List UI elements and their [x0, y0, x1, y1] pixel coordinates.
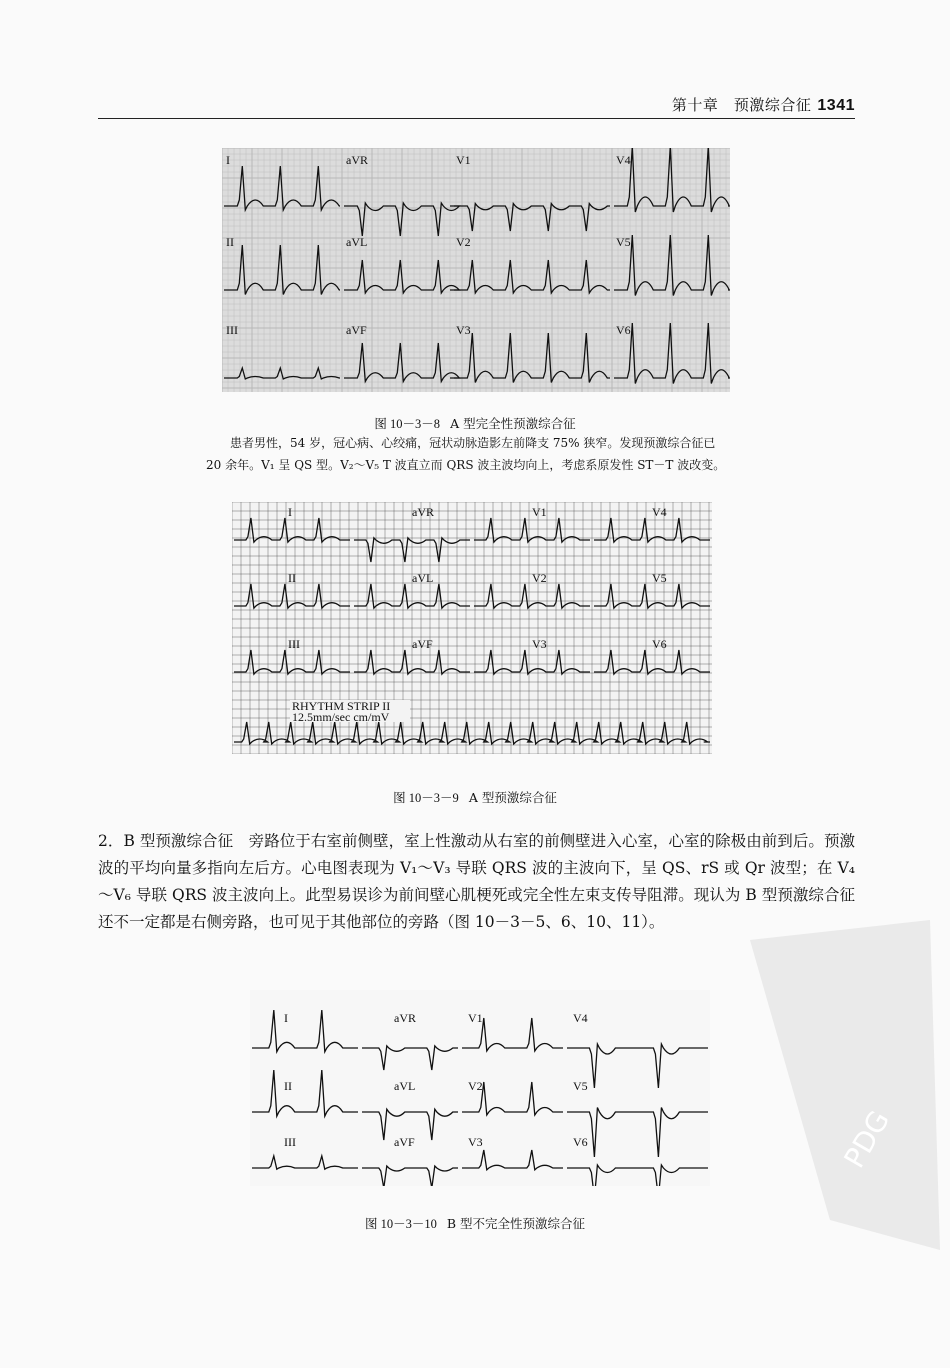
ecg-lead-trace-iii — [252, 1156, 358, 1169]
ecg-lead-trace-v5 — [567, 1108, 708, 1158]
watermark-text: PDG — [837, 1104, 897, 1174]
ecg-lead-trace-v6 — [594, 650, 710, 674]
lead-label-iii: III — [284, 1135, 296, 1149]
ecg-tracing-3 — [250, 990, 710, 1186]
lead-label-v1: V1 — [456, 153, 471, 167]
figure-caption-10-3-8 — [0, 414, 950, 432]
ecg-lead-trace-i — [234, 518, 350, 542]
watermark-seal — [710, 920, 940, 1250]
lead-label-ii: II — [288, 571, 296, 585]
ecg-lead-trace-i — [252, 1010, 358, 1052]
lead-label-v4: V4 — [652, 505, 667, 519]
ecg-lead-trace-ii — [234, 584, 350, 608]
ecg-lead-trace-avr — [362, 1046, 458, 1070]
lead-label-i: I — [288, 505, 292, 519]
lead-label-v2: V2 — [468, 1079, 483, 1093]
lead-label-avf: aVF — [394, 1135, 415, 1149]
lead-label-avr: aVR — [412, 505, 434, 519]
ecg-lead-trace-v4 — [594, 518, 710, 542]
lead-label-v4: V4 — [616, 153, 631, 167]
lead-label-v6: V6 — [616, 323, 631, 337]
ecg-lead-trace-v6 — [567, 1165, 708, 1186]
caption-number: 图 10－3－10 — [364, 1217, 437, 1231]
ecg-lead-trace-v1 — [474, 518, 590, 542]
ecg-lead-trace-v5 — [594, 584, 710, 608]
lead-label-v5: V5 — [652, 571, 667, 585]
ecg-lead-trace-iii — [234, 650, 350, 674]
running-header — [98, 92, 855, 119]
lead-label-i: I — [226, 153, 230, 167]
page-number: 1341 — [817, 97, 855, 114]
lead-label-v5: V5 — [616, 235, 631, 249]
body-paragraph: 2．B 型预激综合征 旁路位于右室前侧壁，室上性激动从右室的前侧壁进入心室，心室的除极由前到后。预激波的平均向量多指向左后方。心电图表现为 V₁～V₃ 导联 QRS 波的主波向下，呈 QS、rS 或 Qr 波型；在 V₄～V₆ 导联 QRS 波主波向上。此型易误诊为前间壁心肌梗死或完全性左束支传导阻滞。现认为 B 型预激综合征还不一定都是右侧旁路，也可见于其他部位的旁路（图 10－3－5、6、10、11）。 — [98, 832, 855, 931]
lead-label-ii: II — [284, 1079, 292, 1093]
ecg-lead-trace-v3 — [462, 1150, 563, 1170]
lead-label-v1: V1 — [468, 1011, 483, 1025]
caption-text: A 型预激综合征 — [468, 790, 557, 805]
lead-label-avl: aVL — [412, 571, 434, 585]
lead-label-v6: V6 — [652, 637, 667, 651]
chapter-title — [672, 94, 855, 115]
lead-label-v2: V2 — [532, 571, 547, 585]
ecg-lead-trace-v3 — [474, 650, 590, 674]
caption-text: A 型完全性预激综合征 — [450, 416, 576, 431]
ecg-lead-trace-avf — [362, 1166, 458, 1186]
lead-label-avr: aVR — [394, 1011, 416, 1025]
chapter-text: 第十章 预激综合征 — [671, 96, 812, 114]
caption-number: 图 10－3－9 — [393, 791, 459, 805]
lead-label-avl: aVL — [346, 235, 368, 249]
lead-label-avl: aVL — [394, 1079, 416, 1093]
lead-label-ii: II — [226, 235, 234, 249]
ecg-lead-trace-ii — [252, 1070, 358, 1116]
lead-label-avf: aVF — [346, 323, 367, 337]
caption-number: 图 10－3－8 — [374, 417, 441, 431]
lead-label-v3: V3 — [456, 323, 471, 337]
ecg-grid — [222, 148, 730, 392]
lead-label-v6: V6 — [573, 1135, 588, 1149]
ecg-lead-trace-v2 — [454, 260, 610, 293]
ecg-lead-trace-v4 — [567, 1044, 708, 1088]
figure-note-line-2: 20 余年。V₁ 呈 QS 型。V₂～V₅ T 波直立而 QRS 波主波均向上，考虑系原发性 ST－T 波改变。 — [206, 458, 726, 472]
lead-label-v3: V3 — [532, 637, 547, 651]
lead-label-v5: V5 — [573, 1079, 588, 1093]
ecg-figure-10-3-10 — [250, 990, 710, 1186]
lead-label-v2: V2 — [456, 235, 471, 249]
lead-label-iii: III — [226, 323, 238, 337]
lead-label-v1: V1 — [532, 505, 547, 519]
figure-note-line-1: 患者男性，54 岁，冠心病、心绞痛，冠状动脉造影左前降支 75% 狭窄。发现预激综合征已 — [230, 436, 716, 450]
lead-label-iii: III — [288, 637, 300, 651]
paper-speed-label: 12.5mm/sec cm/mV — [292, 710, 390, 724]
caption-text: B 型不完全性预激综合征 — [446, 1216, 586, 1231]
ecg-lead-trace-v2 — [474, 584, 590, 608]
figure-caption-10-3-9 — [0, 788, 950, 806]
ecg-tracing-1 — [222, 148, 730, 392]
lead-label-v3: V3 — [468, 1135, 483, 1149]
ecg-rhythm-strip-trace — [234, 722, 710, 744]
lead-label-v4: V4 — [573, 1011, 588, 1025]
lead-label-avf: aVF — [412, 637, 433, 651]
lead-label-i: I — [284, 1011, 288, 1025]
ecg-figure-10-3-8 — [222, 148, 730, 392]
ecg-tracing-2 — [232, 502, 712, 754]
lead-label-avr: aVR — [346, 153, 368, 167]
ecg-figure-10-3-9 — [232, 502, 712, 754]
rhythm-strip-label: RHYTHM STRIP II — [292, 699, 391, 713]
